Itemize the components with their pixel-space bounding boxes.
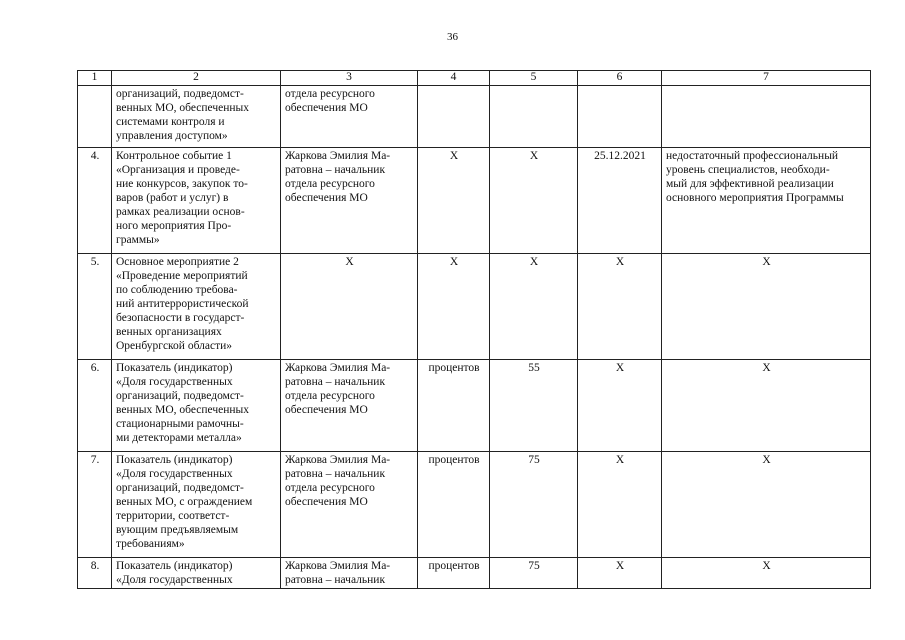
cell-line: X [449, 256, 459, 268]
table-row [78, 360, 871, 452]
cell-line: «Доля государственных [116, 574, 233, 586]
cell-line: Показатель (индикатор) [116, 362, 233, 374]
value-cell [490, 452, 578, 558]
cell-line: «Доля государственных [116, 376, 233, 388]
cell-line: процентов [428, 362, 480, 374]
table-body [78, 71, 871, 589]
header-row [78, 71, 871, 86]
date-cell [578, 452, 662, 558]
cell-line: Основное мероприятие 2 [116, 256, 239, 268]
cell-line: обеспечения МО [285, 102, 368, 114]
responsible-cell [281, 360, 418, 452]
date-cell [578, 148, 662, 254]
cell-line: варов (работ и услуг) в [116, 192, 229, 204]
cell-line: X [762, 454, 771, 466]
cell-line: управления доступом» [116, 130, 228, 142]
cell-line: обеспечения МО [285, 496, 368, 508]
date-cell [578, 360, 662, 452]
cell-line: Жаркова Эмилия Ма- [285, 150, 391, 162]
cell-line: организаций, подведомст- [116, 88, 244, 100]
cell-line: 75 [528, 454, 540, 466]
date-cell [578, 254, 662, 360]
cell-line: ний антитеррористической [116, 298, 249, 310]
cell-line: мый для эффективной реализации [666, 178, 834, 190]
cell-line: недостаточный профессиональный [666, 150, 839, 162]
value-cell [490, 86, 578, 148]
cell-line: ратовна – начальник [285, 376, 386, 388]
cell-line: Жаркова Эмилия Ма- [285, 362, 391, 374]
plan-table [77, 70, 871, 589]
unit-cell [418, 360, 490, 452]
date-cell [578, 558, 662, 589]
responsible-cell [281, 86, 418, 148]
column-header: 4 [418, 71, 490, 86]
cell-line: отдела ресурсного [285, 390, 375, 402]
cell-line: 7. [90, 454, 100, 466]
cell-line: X [449, 150, 459, 162]
cell-line: стационарными рамочны- [116, 418, 244, 430]
cell-line: ного мероприятия Про- [116, 220, 232, 232]
cell-line: X [762, 362, 771, 374]
responsible-cell [281, 558, 418, 589]
cell-line: венных МО, с ограждением [116, 496, 253, 508]
cell-line: X [345, 256, 354, 268]
risk-cell [662, 452, 871, 558]
cell-line: обеспечения МО [285, 404, 368, 416]
column-header: 5 [490, 71, 578, 86]
cell-line: венных МО, обеспеченных [116, 102, 249, 114]
cell-line: «Доля государственных [116, 468, 233, 480]
risk-cell [662, 254, 871, 360]
column-header: 3 [281, 71, 418, 86]
cell-line: процентов [428, 454, 480, 466]
responsible-cell [281, 452, 418, 558]
cell-line: Жаркова Эмилия Ма- [285, 560, 391, 572]
cell-line: требованиям» [116, 538, 185, 550]
cell-line: 5. [90, 256, 100, 268]
cell-line: территории, соответст- [116, 510, 230, 522]
cell-line: отдела ресурсного [285, 482, 375, 494]
cell-line: организаций, подведомст- [116, 390, 244, 402]
cell-line: 4. [90, 150, 100, 162]
cell-line: 8. [90, 560, 100, 572]
cell-line: ратовна – начальник [285, 574, 386, 586]
cell-line: X [762, 560, 771, 572]
value-cell [490, 360, 578, 452]
cell-line: отдела ресурсного [285, 88, 375, 100]
cell-line: венных организациях [116, 326, 222, 338]
unit-cell [418, 558, 490, 589]
risk-cell [662, 86, 871, 148]
row-number-cell [78, 148, 112, 254]
unit-cell [418, 148, 490, 254]
row-number-cell [78, 86, 112, 148]
value-cell [490, 254, 578, 360]
date-cell [578, 86, 662, 148]
cell-line: ратовна – начальник [285, 468, 386, 480]
cell-line: отдела ресурсного [285, 178, 375, 190]
column-header: 2 [112, 71, 281, 86]
event-name-cell [112, 452, 281, 558]
row-number-cell [78, 254, 112, 360]
cell-line: вующим предъявляемым [116, 524, 239, 536]
column-header: 1 [78, 71, 112, 86]
cell-line: организаций, подведомст- [116, 482, 244, 494]
cell-line: X [615, 362, 625, 374]
cell-line: Оренбургской области» [116, 340, 233, 352]
cell-line: процентов [428, 560, 480, 572]
cell-line: по соблюдению требова- [116, 284, 238, 296]
event-name-cell [112, 558, 281, 589]
column-header: 7 [662, 71, 871, 86]
cell-line: безопасности в государст- [116, 312, 245, 324]
cell-line: граммы» [116, 234, 160, 246]
row-number-cell [78, 452, 112, 558]
column-header: 6 [578, 71, 662, 86]
cell-line: Жаркова Эмилия Ма- [285, 454, 391, 466]
event-name-cell [112, 254, 281, 360]
cell-line: 55 [528, 362, 540, 374]
cell-line: «Организация и проведе- [116, 164, 240, 176]
cell-line: ратовна – начальник [285, 164, 386, 176]
cell-line: X [529, 256, 539, 268]
table-row [78, 148, 871, 254]
cell-line: X [615, 560, 625, 572]
cell-line: 75 [528, 560, 540, 572]
responsible-cell [281, 254, 418, 360]
cell-line: Контрольное событие 1 [116, 150, 232, 162]
table-row [78, 86, 871, 148]
cell-line: X [615, 454, 625, 466]
unit-cell [418, 86, 490, 148]
cell-line: X [615, 256, 625, 268]
cell-line: Показатель (индикатор) [116, 560, 233, 572]
event-name-cell [112, 360, 281, 452]
event-name-cell [112, 148, 281, 254]
row-number-cell [78, 360, 112, 452]
cell-line: обеспечения МО [285, 192, 368, 204]
cell-line: венных МО, обеспеченных [116, 404, 249, 416]
cell-line: рамках реализации основ- [116, 206, 245, 218]
cell-line: 25.12.2021 [594, 150, 646, 162]
cell-line: уровень специалистов, необходи- [666, 164, 830, 176]
cell-line: «Проведение мероприятий [116, 270, 248, 282]
value-cell [490, 558, 578, 589]
cell-line: X [762, 256, 771, 268]
unit-cell [418, 254, 490, 360]
cell-line: ми детекторами металла» [116, 432, 242, 444]
risk-cell [662, 558, 871, 589]
event-name-cell [112, 86, 281, 148]
risk-cell [662, 360, 871, 452]
responsible-cell [281, 148, 418, 254]
cell-line: X [529, 150, 539, 162]
unit-cell [418, 452, 490, 558]
table-row [78, 254, 871, 360]
cell-line: 6. [90, 362, 100, 374]
table-row [78, 452, 871, 558]
row-number-cell [78, 558, 112, 589]
page-number: 36 [447, 31, 458, 43]
value-cell [490, 148, 578, 254]
cell-line: системами контроля и [116, 116, 225, 128]
cell-line: ние конкурсов, закупок то- [116, 178, 248, 190]
risk-cell [662, 148, 871, 254]
table-row [78, 558, 871, 589]
cell-line: основного мероприятия Программы [666, 192, 844, 204]
cell-line: Показатель (индикатор) [116, 454, 233, 466]
